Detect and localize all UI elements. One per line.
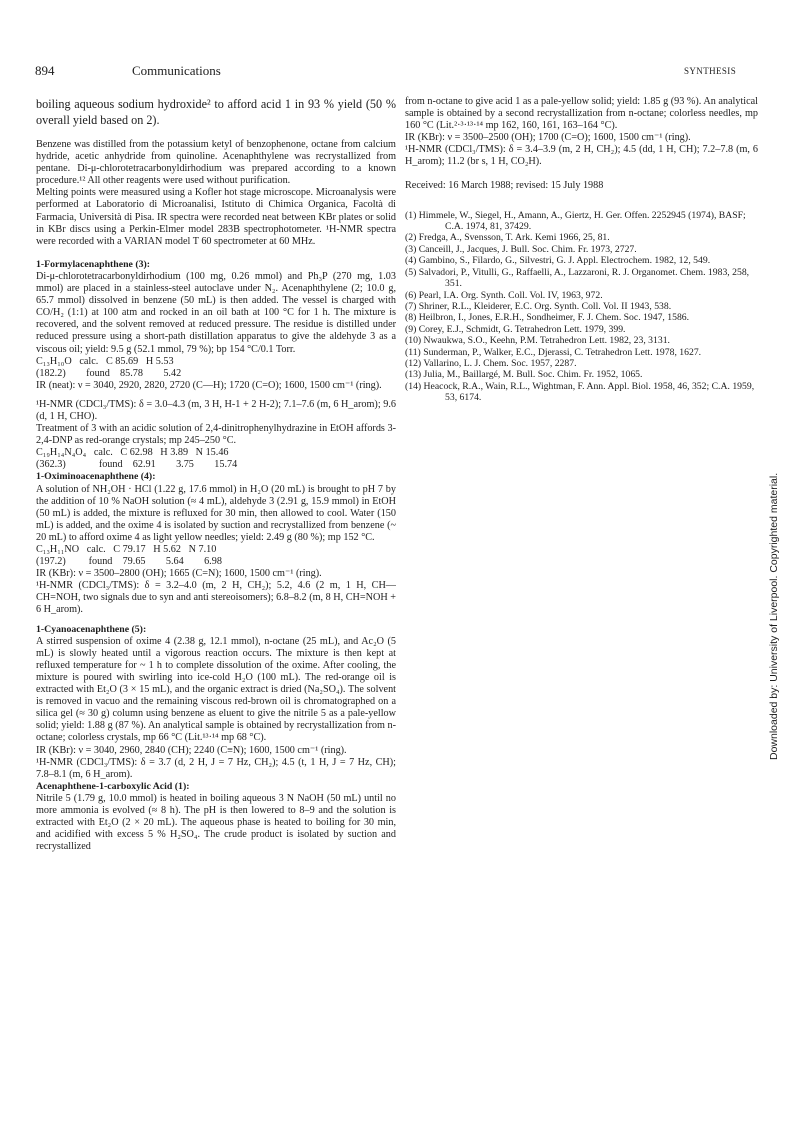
reference-item: (13) Julia, M., Baillargé, M. Bull. Soc. Chim. Fr. 1952, 1065. [405, 369, 643, 381]
reference-item: (12) Vallarino, L. J. Chem. Soc. 1957, 2287. [405, 357, 577, 369]
journal-name: SYNTHESIS [684, 66, 737, 76]
materials-paragraph: Benzene was distilled from the potassium ketyl of benzophenone, octane from calcium hydride, acetic anhydride from quinoline. Acenaphthylene was recrystallized from pentane. Di-μ-chlorotetracarbonyldirhodium was prepared according to a known procedure.¹² All other reagents were used without purification. [36, 139, 396, 187]
compound-3-analysis-calc: C₁₃H₁₀O calc. C 85.69 H 5.53 [36, 355, 174, 367]
reference-item: (5) Salvadori, P., Vitulli, G., Raffaelli, A., Lazzaroni, R. J. Organomet. Chem. 1983, 258, 351. [405, 266, 750, 290]
reference-item: (1) Himmele, W., Siegel, H., Amann, A., Giertz, H. Ger. Offen. 2252945 (1974), BASF; C.A. 1974, 81, 37429. [405, 209, 746, 233]
reference-item: (3) Canceill, J., Jacques, J. Bull. Soc. Chim. Fr. 1973, 2727. [405, 243, 637, 255]
reference-item: (7) Shriner, R.L., Kleiderer, E.C. Org. Synth. Coll. Vol. II 1943, 538. [405, 300, 672, 312]
compound-4-analysis-calc: C₁₃H₁₁NO calc. C 79.17 H 5.62 N 7.10 [36, 544, 217, 555]
section-title: Communications [132, 63, 221, 78]
compound-4-ir: IR (KBr): ν = 3500–2800 (OH); 1665 (C=N); 1600, 1500 cm⁻¹ (ring). [36, 568, 322, 580]
compound-5-procedure: A stirred suspension of oxime 4 (2.38 g, 12.1 mmol), n-octane (25 mL), and Ac₂O (5 mL) is slowly heated until a vigorous reaction occurs. The mixture is then kept at refluxed temperature for ~ 1 h to complete dissolution of the oxime. After cooling, the mixture is poured with swirling into ice-cold H₂O (100 mL). The red-orange oil is extracted with Et₂O (3 × 15 mL), and the organic extract is dried (Na₂SO₄). The solvent is removed in vacuo and the remaining viscous red-brown oil is chromatographed on a silica gel (≈ 30 g) column using benzene as eluent to give the nitrile 5 as a pale-yellow solid; yield: 1.88 g (87 %). An analytical sample is obtained by recrystallization from n-octane; colorless crystals, mp 66 °C (Lit.¹³·¹⁴ mp 68 °C). [36, 635, 396, 744]
references-list [405, 210, 758, 404]
right-column [405, 96, 758, 404]
reference-item: (6) Pearl, I.A. Org. Synth. Coll. Vol. IV, 1963, 972. [405, 289, 603, 301]
compound-3-nmr: ¹H-NMR (CDCl₃/TMS): δ = 3.0–4.3 (m, 3 H, H-1 + 2 H-2); 7.1–7.6 (m, 6 H_arom); 9.6 (d, 1 H, CHO). [36, 398, 396, 422]
reference-item: (14) Heacock, R.A., Wain, R.L., Wightman, F. Ann. Appl. Biol. 1958, 46, 352; C.A. 1959, 53, 6174. [405, 380, 755, 404]
dnp-analysis-calc: C₁₉H₁₄N₄O₄ calc. C 62.98 H 3.89 N 15.46 [36, 447, 229, 459]
reference-item: (11) Sunderman, P., Walker, E.C., Djerassi, C. Tetrahedron Lett. 1978, 1627. [405, 346, 702, 358]
received-dates: Received: 16 March 1988; revised: 15 July 1988 [405, 179, 604, 191]
reference-item: (8) Heilbron, I., Jones, E.R.H., Sondheimer, F. J. Chem. Soc. 1947, 1586. [405, 312, 690, 324]
compound-4-nmr: ¹H-NMR (CDCl₃/TMS): δ = 3.2–4.0 (m, 2 H, CH₂); 5.2, 4.6 (2 m, 1 H, CH—CH=NOH, two signals due to syn and anti stereoisomers); 6.8–8.2 (m, 8 H, CH=NOH + 6 H_arom). [36, 580, 396, 616]
compound-4-analysis-found: (197.2) found 79.65 5.64 6.98 [36, 556, 222, 568]
reference-item: (9) Corey, E.J., Schmidt, G. Tetrahedron Lett. 1979, 399. [405, 323, 626, 335]
compound-1-procedure: Nitrile 5 (1.79 g, 10.0 mmol) is heated in boiling aqueous 3 N NaOH (50 mL) until no more ammonia is evolved (≈ 8 h). The pH is then lowered to 8–9 and the solution is extracted with Et₂O (2 × 20 mL). The aqueous phase is heated to boiling for 30 min, and acidified with excess 5 % H₂SO₄. The crude product is isolated by suction and recrystallized [36, 792, 396, 853]
compound-4-procedure: A solution of NH₂OH · HCl (1.22 g, 17.6 mmol) in H₂O (20 mL) is brought to pH 7 by the addition of 10 % NaOH solution (≈ 4 mL), aldehyde 3 (2.91 g, 15.9 mmol) in EtOH (50 mL) is added, the mixture is refluxed for 30 min, then allowed to cool. Water (150 mL) is added, and the oxime 4 is isolated by suction and recrystallized from benzene (~ 20 mL) to afford oxime 4 as light yellow needles; yield: 2.49 g (80 %); mp 152 °C. [36, 483, 396, 543]
compound-3-analysis-found: (182.2) found 85.78 5.42 [36, 367, 182, 379]
continuation-paragraph: from n-octane to give acid 1 as a pale-yellow solid; yield: 1.85 g (93 %). An analytical sample is obtained by a second recrystallization from n-octane; colorless needles, mp 160 °C (Lit.²·³·¹³·¹⁴ mp 162, 160, 161, 163–164 °C). [405, 96, 758, 132]
reference-item: (10) Nwaukwa, S.O., Keehn, P.M. Tetrahedron Lett. 1982, 23, 3131. [405, 335, 670, 347]
download-watermark: Downloaded by: University of Liverpool. Copyrighted material. [768, 472, 780, 760]
reference-item: (4) Gambino, S., Filardo, G., Silvestri, G. J. Appl. Electrochem. 1982, 12, 549. [405, 255, 711, 267]
compound-4-heading: 1-Oximinoacenaphthene (4): [36, 471, 156, 483]
compound-5-nmr: ¹H-NMR (CDCl₃/TMS): δ = 3.7 (d, 2 H, J = 7 Hz, CH₂); 4.5 (t, 1 H, J = 7 Hz, CH); 7.8–8.1 (m, 6 H_arom). [36, 756, 396, 780]
compound-5-heading: 1-Cyanoacenaphthene (5): [36, 623, 147, 635]
compound-3-ir: IR (neat): ν = 3040, 2920, 2820, 2720 (C—H); 1720 (C=O); 1600, 1500 cm⁻¹ (ring). [36, 379, 382, 391]
compound-1-ir: IR (KBr): ν = 3500–2500 (OH); 1700 (C=O); 1600, 1500 cm⁻¹ (ring). [405, 132, 691, 144]
compound-1-nmr: ¹H-NMR (CDCl₃/TMS): δ = 3.4–3.9 (m, 2 H, CH₂); 4.5 (dd, 1 H, CH); 7.2–7.8 (m, 6 H_arom); 11.2 (br s, 1 H, CO₂H). [405, 144, 758, 168]
left-column [36, 96, 396, 853]
compound-3-heading: 1-Formylacenaphthene (3): [36, 258, 151, 270]
instruments-paragraph: Melting points were measured using a Kofler hot stage microscope. Microanalysis were performed at Laboratorio di Microanalisi, Istituto di Chimica Organica, Facoltà di Farmacia, Università di Pisa. IR spectra were recorded neat between KBr plates or solid in KBr discs using a Perkin-Elmer model 283B spectrophotometer. ¹H-NMR spectra were recorded with a VARIAN model T 60 spectrometer at 60 MHz. [36, 187, 396, 247]
compound-3-dnp: Treatment of 3 with an acidic solution of 2,4-dinitrophenylhydrazine in EtOH affords 3-2,4-DNP as red-orange crystals; mp 245–250 °C. [36, 423, 396, 447]
page-number: 894 [35, 63, 55, 78]
compound-3-procedure: Di-μ-chlorotetracarbonyldirhodium (100 mg, 0.26 mmol) and Ph₃P (270 mg, 1.03 mmol) are placed in a stainless-steel autoclave under N₂. Acenaphthylene (2; 10.0 g, 65.7 mmol) dissolved in benzene (50 mL) is then added. The vessel is charged with CO/H₂ (1:1) at 100 atm and rocked in an oil bath at 100 °C for 1 h. The mixture is recovered, and the solvent removed at reduced pressure. The residue is distilled under reduced pressure using a short-path distillation apparatus to give the aldehyde 3 as a viscous oil; yield: 9.5 g (52.1 mmol, 79 %); bp 154 °C/0.1 Torr. [36, 270, 396, 355]
intro-paragraph: boiling aqueous sodium hydroxide² to afford acid 1 in 93 % yield (50 % overall yield based on 2). [36, 97, 396, 127]
compound-1-heading: Acenaphthene-1-carboxylic Acid (1): [36, 780, 190, 792]
dnp-analysis-found: (362.3) found 62.91 3.75 15.74 [36, 459, 238, 471]
compound-5-ir: IR (KBr): ν = 3040, 2960, 2840 (CH); 2240 (C≡N); 1600, 1500 cm⁻¹ (ring). [36, 744, 347, 756]
reference-item: (2) Fredga, A., Svensson, T. Ark. Kemi 1966, 25, 81. [405, 232, 610, 244]
